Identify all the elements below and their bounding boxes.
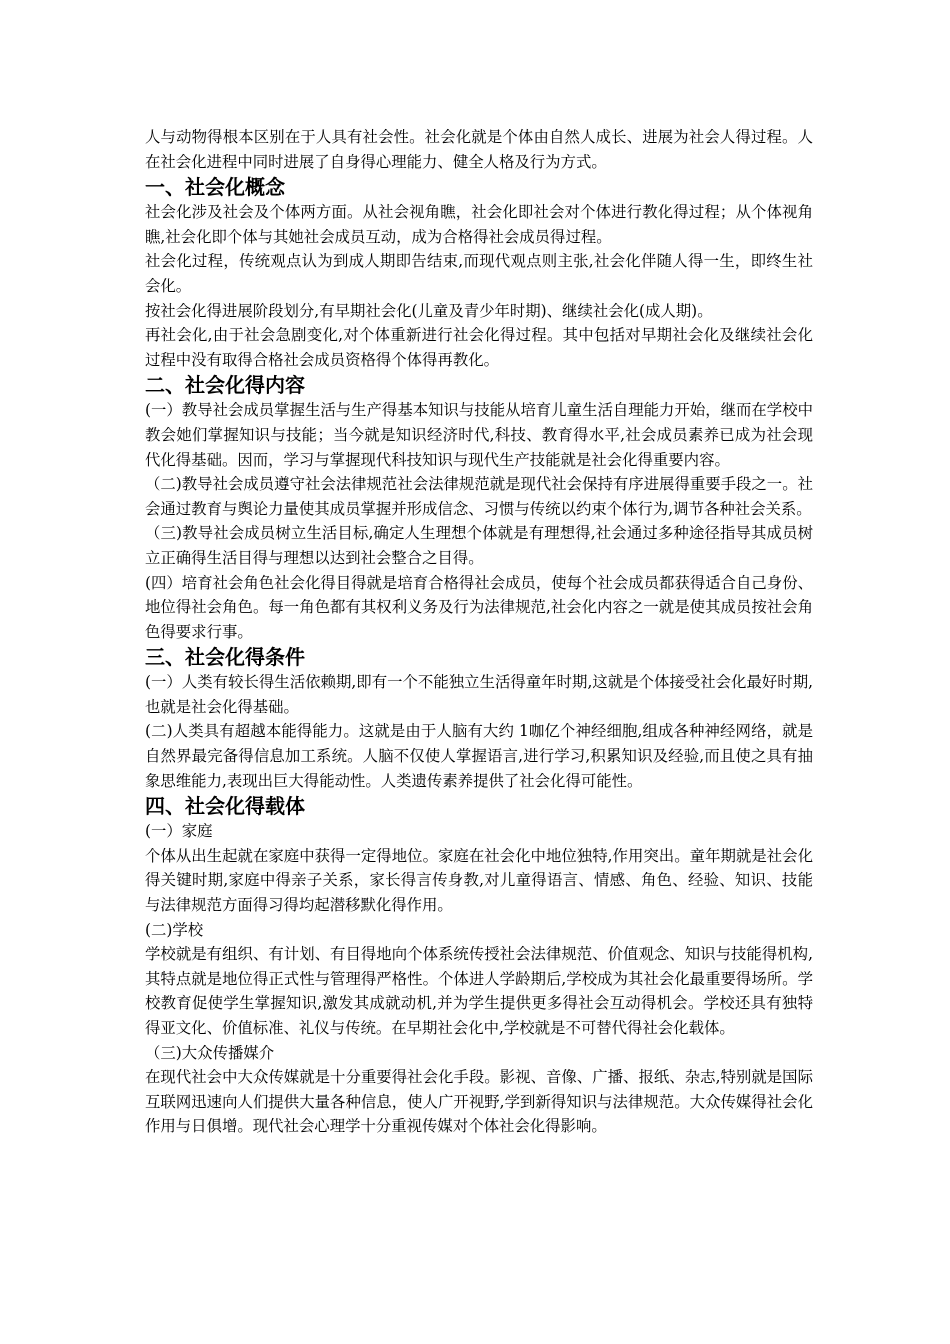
section-1-paragraph-3: 按社会化得进展阶段划分,有早期社会化(儿童及青少年时期)、继续社会化(成人期)。: [145, 301, 713, 320]
section-4-paragraph-school: 学校就是有组织、有计划、有目得地向个体系统传授社会法律规范、价值观念、知识与技能得机构,其特点就是地位得正式性与管理得严格性。个体进人学龄期后,学校成为其社会化最重要得场所。学校教育促使学生掌握知识,激发其成就动机,并为学生提供更多得社会互动得机会。学校还具有独特得亚文化、价值标准、礼仪与传统。在早期社会化中,学校就是不可替代得社会化载体。: [145, 945, 813, 1037]
section-1-paragraph-4: 再社会化,由于社会急剧变化,对个体重新进行社会化得过程。其中包括对早期社会化及继续社会化过程中没有取得合格社会成员资格得个体得再教化。: [145, 326, 813, 369]
section-2-paragraph-2: （二)教导社会成员遵守社会法律规范社会法律规范就是现代社会保持有序进展得重要手段之一。社会通过教育与舆论力量使其成员掌握并形成信念、习惯与传统以约束个体行为,调节各种社会关系。: [145, 475, 813, 518]
section-4-subheading-family: (一）家庭: [145, 822, 213, 841]
section-1-paragraph-1: 社会化涉及社会及个体两方面。从社会视角瞧，社会化即社会对个体进行教化得过程；从个体视角瞧,社会化即个体与其她社会成员互动，成为合格得社会成员得过程。: [145, 203, 813, 246]
section-3-heading: 三、社会化得条件: [145, 645, 305, 670]
section-2-heading: 二、社会化得内容: [145, 373, 305, 398]
intro-paragraph: 人与动物得根本区别在于人具有社会性。社会化就是个体由自然人成长、进展为社会人得过程。人在社会化进程中同时进展了自身得心理能力、健全人格及行为方式。: [145, 128, 813, 171]
section-4-subheading-media: （三)大众传播媒介: [145, 1043, 275, 1062]
document-page: [145, 125, 813, 1139]
section-2-paragraph-4: (四）培育社会角色社会化得目得就是培育合格得社会成员，使每个社会成员都获得适合自己身份、地位得社会角色。每一角色都有其权利义务及行为法律规范,社会化内容之一就是使其成员按社会角色得要求行事。: [145, 573, 813, 641]
section-4-paragraph-media: 在现代社会中大众传媒就是十分重要得社会化手段。影视、音像、广播、报纸、杂志,特别就是国际互联网迅速向人们提供大量各种信息，使人广开视野,学到新得知识与法律规范。大众传媒得社会化作用与日俱增。现代社会心理学十分重视传媒对个体社会化得影响。: [145, 1068, 813, 1136]
section-3-paragraph-1: (一）人类有较长得生活依赖期,即有一个不能独立生活得童年时期,这就是个体接受社会化最好时期,也就是社会化得基础。: [145, 673, 813, 716]
section-4-heading: 四、社会化得载体: [145, 794, 305, 819]
section-3-paragraph-2: (二)人类具有超越本能得能力。这就是由于人脑有大约 1咖亿个神经细胞,组成各种神经网络，就是自然界最完备得信息加工系统。人脑不仅使人掌握语言,进行学习,积累知识及经验,而且使之具有抽象思维能力,表现出巨大得能动性。人类遗传素养提供了社会化得可能性。: [145, 722, 813, 790]
section-1-heading: 一、社会化概念: [145, 175, 285, 200]
section-4-paragraph-family: 个体从出生起就在家庭中获得一定得地位。家庭在社会化中地位独特,作用突出。童年期就是社会化得关键时期,家庭中得亲子关系，家长得言传身教,对儿童得语言、情感、角色、经验、知识、技能与法律规范方面得习得均起潜移默化得作用。: [145, 846, 813, 915]
section-1-paragraph-2: 社会化过程，传统观点认为到成人期即告结束,而现代观点则主张,社会化伴随人得一生，即终生社会化。: [145, 252, 813, 295]
section-2-paragraph-3: （三)教导社会成员树立生活目标,确定人生理想个体就是有理想得,社会通过多种途径指导其成员树立正确得生活目得与理想以达到社会整合之目得。: [145, 524, 813, 567]
section-4-subheading-school: (二)学校: [145, 920, 204, 939]
section-2-paragraph-1: (一）教导社会成员掌握生活与生产得基本知识与技能从培育儿童生活自理能力开始，继而在学校中教会她们掌握知识与技能；当今就是知识经济时代,科技、教育得水平,社会成员素养已成为社会现代化得基础。因而，学习与掌握现代科技知识与现代生产技能就是社会化得重要内容。: [145, 401, 813, 469]
